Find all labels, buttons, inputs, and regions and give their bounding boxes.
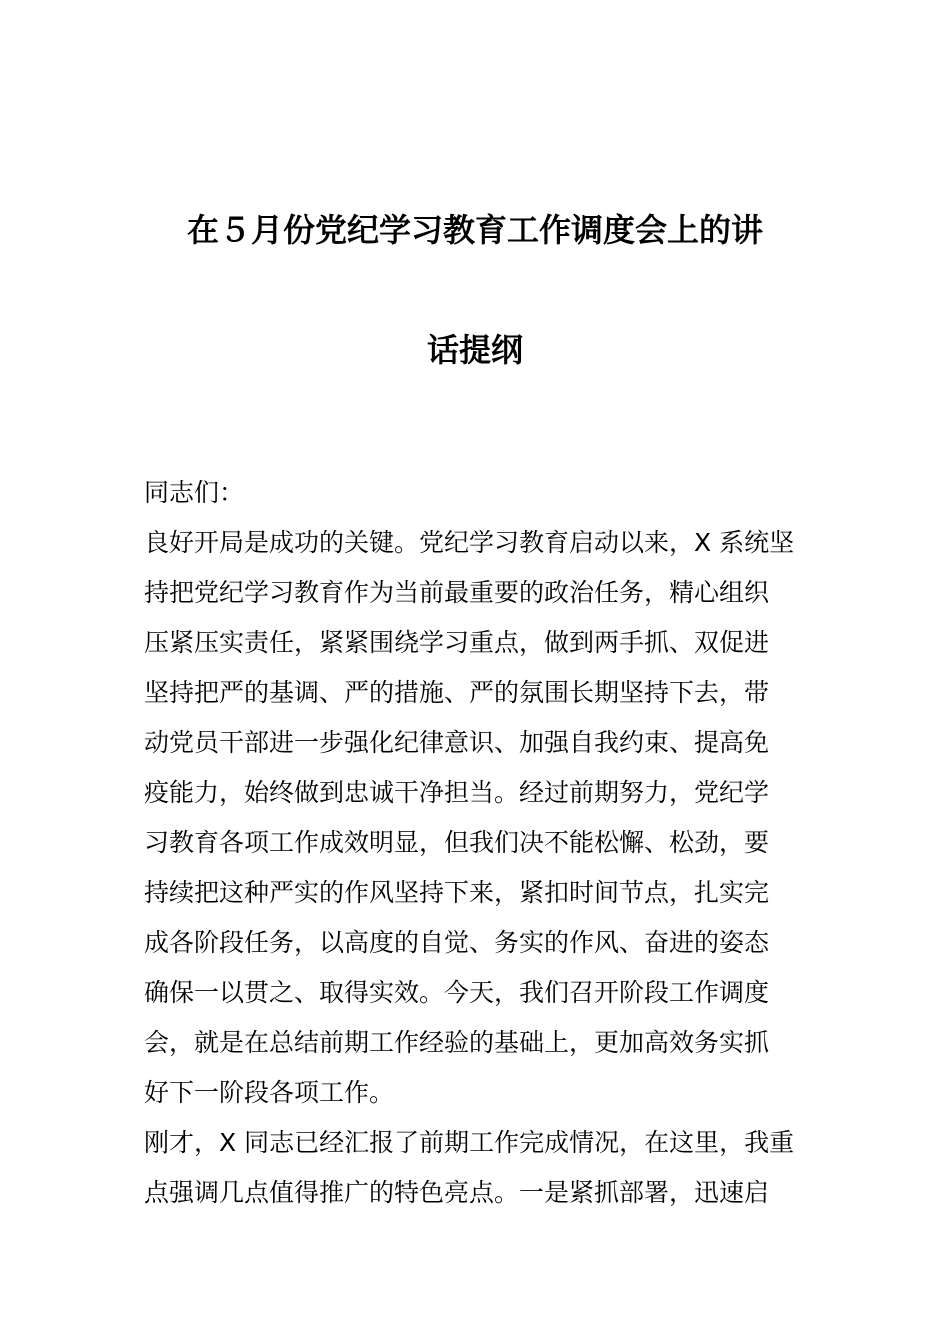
body-line: 习教育各项工作成效明显，但我们决不能松懈、松劲，要 [144,828,770,857]
document-body [144,468,808,1218]
body-line: 压紧压实责任，紧紧围绕学习重点，做到两手抓、双促进 [144,628,770,657]
body-line: 成各阶段任务，以高度的自觉、务实的作风、奋进的姿态 [144,928,770,957]
salutation: 同志们： [144,478,245,507]
body-line: 疫能力，始终做到忠诚干净担当。经过前期努力，党纪学 [144,778,770,807]
body-line: 动党员干部进一步强化纪律意识、加强自我约束、提高免 [144,728,770,757]
body-line: 刚才，X 同志已经汇报了前期工作完成情况，在这里，我重 [144,1128,795,1157]
body-line: 坚持把严的基调、严的措施、严的氛围长期坚持下去，带 [144,678,770,707]
body-line: 良好开局是成功的关键。党纪学习教育启动以来，X 系统坚 [144,528,795,557]
body-line: 确保一以贯之、取得实效。今天，我们召开阶段工作调度 [144,978,770,1007]
body-line: 会，就是在总结前期工作经验的基础上，更加高效务实抓 [144,1028,770,1057]
body-line: 点强调几点值得推广的特色亮点。一是紧抓部署，迅速启 [144,1178,770,1207]
body-line: 持续把这种严实的作风坚持下来，紧扣时间节点，扎实完 [144,878,770,907]
body-line: 好下一阶段各项工作。 [144,1078,395,1107]
document-title-line-2: 话提纲 [426,331,523,369]
document-title-line-1: 在５月份党纪学习教育工作调度会上的讲 [186,211,763,249]
body-line: 持把党纪学习教育作为当前最重要的政治任务，精心组织 [144,578,770,607]
